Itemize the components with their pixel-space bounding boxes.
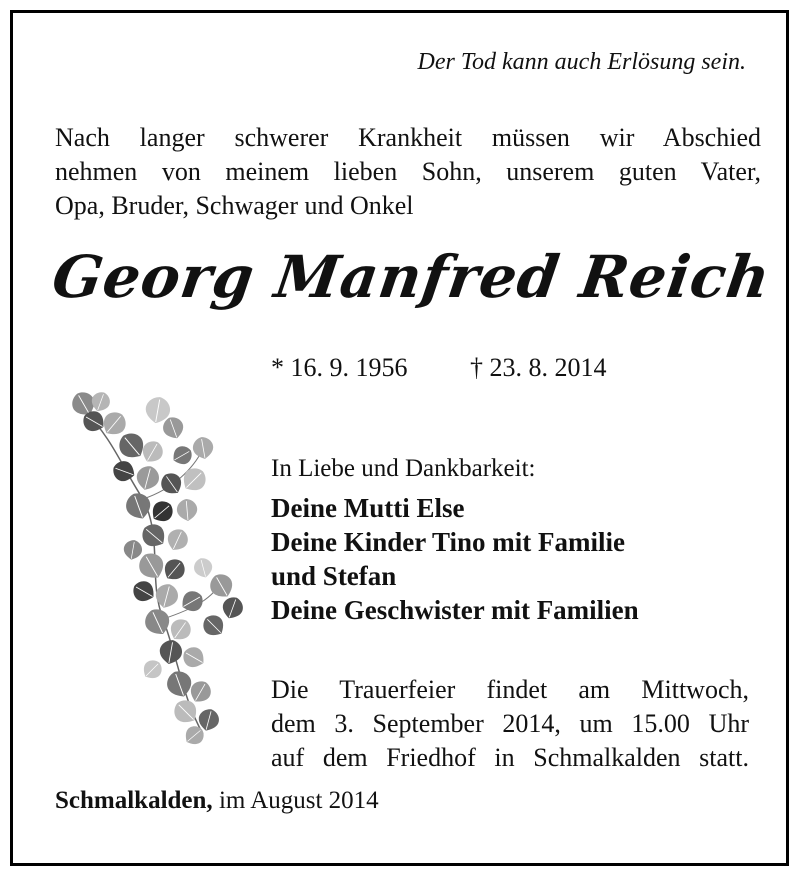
- intro-line: nehmen von meinem lieben Sohn, unserem guten Vater,: [55, 157, 761, 186]
- mourner-line: Deine Kinder Tino mit Familie: [271, 527, 626, 557]
- ceremony-info: [271, 673, 749, 775]
- footer: [55, 787, 379, 815]
- deceased-name: Georg Manfred Reich: [48, 243, 775, 311]
- mourner-line: Deine Mutti Else: [271, 493, 465, 523]
- mourners-list: [271, 491, 751, 627]
- ivy-leaves-icon: [53, 379, 253, 749]
- mourner-line: und Stefan: [271, 561, 397, 591]
- intro-text: [55, 121, 761, 223]
- footer-date: im August 2014: [218, 787, 379, 814]
- ceremony-line: dem 3. September 2014, um 15.00 Uhr: [271, 709, 749, 738]
- intro-line: Nach langer schwerer Krankheit müssen wir Abschied: [55, 123, 761, 152]
- birth-date: * 16. 9. 1956: [271, 353, 408, 382]
- obituary-notice: [10, 10, 789, 866]
- death-date: † 23. 8. 2014: [470, 353, 607, 382]
- intro-line: Opa, Bruder, Schwager und Onkel: [55, 191, 414, 220]
- footer-place: Schmalkalden,: [55, 787, 213, 814]
- life-dates: [271, 353, 607, 383]
- ceremony-line: Die Trauerfeier findet am Mittwoch,: [271, 675, 749, 704]
- mourner-line: Deine Geschwister mit Familien: [271, 595, 639, 625]
- thanks-label: In Liebe und Dankbarkeit:: [271, 455, 536, 482]
- motto: Der Tod kann auch Erlösung sein.: [417, 49, 746, 75]
- ceremony-line: auf dem Friedhof in Schmalkalden statt.: [271, 743, 749, 772]
